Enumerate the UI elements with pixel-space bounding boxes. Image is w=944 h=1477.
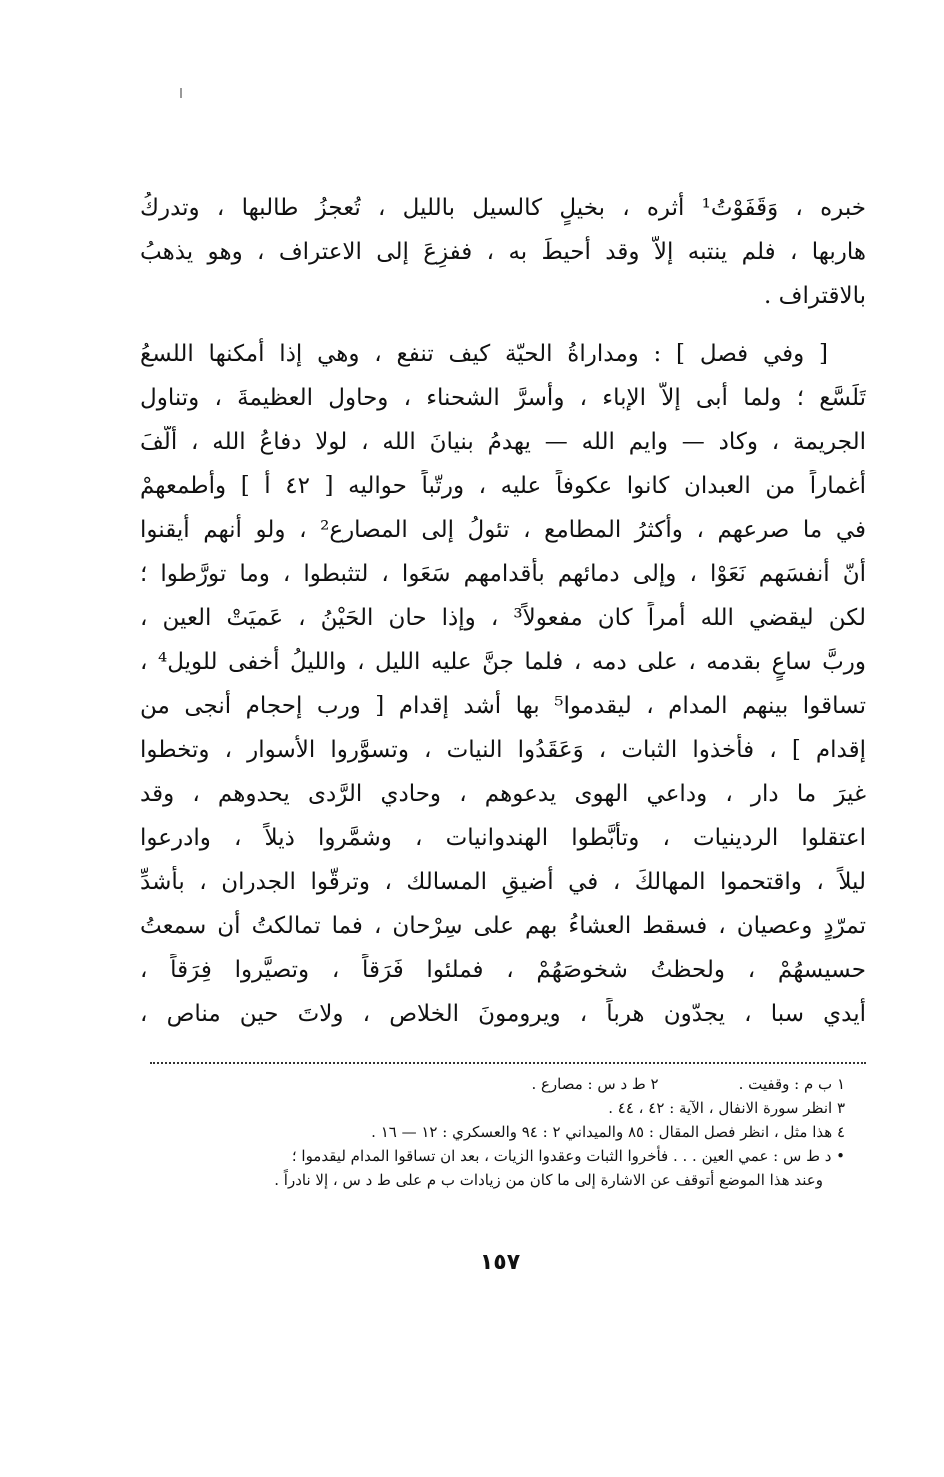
text-line: حسيسهُمْ ، ولحظتُ شخوصَهُمْ ، فملئوا فَرَقاً ، وتصيَّروا فِرَقاً ، xyxy=(140,957,866,983)
main-text xyxy=(140,192,866,1042)
text-line: تساقوا بينهم المدام ، ليقدموا⁵ بها أشد إقدام [ ورب إحجام أنجى من xyxy=(140,693,866,719)
text-line: اعتقلوا الردينيات ، وتأبَّطوا الهندوانيات ، وشمَّروا ذيلاً ، وادرعوا xyxy=(140,825,866,851)
footnote-2: ٢ ط د س : مصارع . xyxy=(531,1075,659,1093)
text-line: أغماراً من العبدان كانوا عكوفاً عليه ، ورتّباً حواليه [ ٤٢ أ ] وأطمعهمْ xyxy=(140,473,866,499)
text-line: إقدام ] ، فأخذوا الثبات ، وَعَقَدُوا النيات ، وتسوَّروا الأسوار ، وتخطوا xyxy=(140,737,866,763)
text-line: هاربها ، فلم ينتبه إلاّ وقد أُحيطَ به ، ففزِعَ إلى الاعتراف ، وهو يذهبُ xyxy=(140,239,866,265)
footnote-5-continued: وعند هذا الموضع أتوقف عن الاشارة إلى ما كان من زيادات ب م على ط د س ، إلا نادراً . xyxy=(274,1171,823,1189)
text-line: تَلَسَّع ؛ ولما أبى إلاّ الإباء ، وأسرَّ الشحناء ، وحاول العظيمةَ ، وتناول xyxy=(140,385,866,411)
footnote-3: ٣ انظر سورة الانفال ، الآية : ٤٢ ، ٤٤ . xyxy=(608,1099,845,1117)
footnote-row xyxy=(180,1073,845,1097)
text-line: غيرَ ما دار ، وداعي الهوى يدعوهم ، وحادي الرَّدى يحدوهم ، وقد xyxy=(140,781,866,807)
footnotes xyxy=(180,1073,845,1193)
scan-speck xyxy=(180,88,182,98)
text-line: أنّ أنفسَهم نَعَوْا ، وإلى دمائهم بأقدامهم سَعَوا ، لتثبطوا ، وما تورَّطوا ؛ xyxy=(140,561,866,587)
footnote-5: • د ط س : عمي العين . . . فأخروا الثبات وعقدوا الزيات ، بعد ان تساقوا المدام ليقدموا ؛ xyxy=(291,1147,845,1165)
footnote-4: ٤ هذا مثل ، انظر فصل المقال : ٨٥ والميداني ٢ : ٩٤ والعسكري : ١٢ — ١٦ . xyxy=(371,1123,845,1141)
text-line: بالاقتراف . xyxy=(763,283,866,309)
text-line: في ما صرعهم ، وأكثرُ المطامع ، تئولُ إلى المصارع² ، ولو أنهم أيقنوا xyxy=(140,517,866,543)
text-line: الجريمة ، وكاد — وايم الله — يهدمُ بنيانَ الله ، لولا دفاعُ الله ، ألّفَ xyxy=(140,429,866,455)
text-line: أيدي سبا ، يجدّون هرباً ، ويرومونَ الخلاص ، ولاتَ حين مناص ، xyxy=(140,1001,866,1027)
text-line: ليلاً ، واقتحموا المهالكَ ، في أضيقِ المسالك ، وترقّوا الجدران ، بأشدِّ xyxy=(140,869,866,895)
text-line: خبره ، وَقَفَوْتُ¹ أثره ، بخيلٍ كالسيل بالليل ، تُعجزُ طالبها ، وتدركُ xyxy=(140,195,866,221)
page-number: ١٥٧ xyxy=(479,1250,521,1275)
footnote-1: ١ ب م : وقفيت . xyxy=(738,1075,845,1093)
text-line: وربَّ ساعٍ بقدمه ، على دمه ، فلما جنَّ عليه الليل ، والليلُ أخفى للويل⁴ ، xyxy=(140,649,866,675)
text-line: لكن ليقضي الله أمراً كان مفعولاً³ ، وإذا حان الحَيْنُ ، عَميَتْ العين ، xyxy=(140,605,866,631)
text-line: [ وفي فصل ] : ومداراةُ الحيّة كيف تنفع ، وهي إذا أمكنها اللسعُ xyxy=(140,341,828,367)
text-line: تمرّدٍ وعصيان ، فسقط العشاءُ بهم على سِرْحان ، فما تمالكتُ أن سمعتُ xyxy=(140,913,866,939)
footnote-divider xyxy=(150,1062,866,1064)
